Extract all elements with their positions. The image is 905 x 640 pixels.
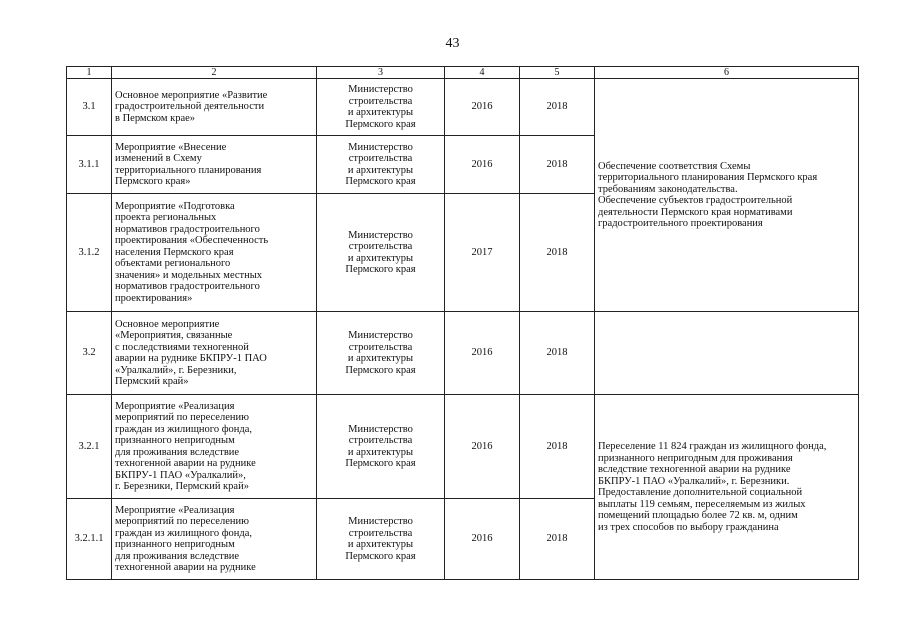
name-line: Основное мероприятие (115, 318, 220, 330)
org-line: строительства (348, 95, 413, 107)
name-line: населения Пермского края (115, 246, 234, 258)
org-line: и архитектуры (347, 252, 414, 264)
item-name (112, 194, 317, 312)
responsible-org (317, 395, 445, 499)
name-line: Основное мероприятие «Развитие (115, 89, 268, 101)
end-year: 2018 (520, 312, 595, 395)
org-line: строительства (348, 527, 413, 539)
item-name (112, 499, 317, 580)
name-line: нормативов градостроительного (115, 281, 260, 293)
name-line: Пермского края» (115, 176, 191, 187)
name-line: проектирования «Обеспеченность (115, 235, 269, 247)
result-line: деятельности Пермского края нормативами (598, 206, 793, 218)
org-line: Министерство (348, 330, 413, 341)
item-number: 3.2.1 (67, 395, 112, 499)
name-line: объектами регионального (115, 258, 231, 270)
name-line: мероприятий по переселению (115, 412, 249, 423)
column-number: 4 (445, 67, 520, 79)
expected-result (595, 79, 859, 312)
name-line: для проживания вследствие (115, 446, 240, 458)
result-line: Обеспечение соответствия Схемы (598, 160, 751, 172)
start-year: 2016 (445, 499, 520, 580)
page-number: 43 (445, 36, 460, 51)
end-year: 2018 (520, 79, 595, 136)
name-line: изменений в Схему (115, 153, 202, 164)
org-line: Министерство (348, 84, 413, 95)
org-line: Пермского края (345, 550, 416, 562)
result-line: помещений площадью более 72 кв. м, одним (598, 510, 798, 521)
responsible-org (317, 499, 445, 580)
start-year: 2016 (445, 395, 520, 499)
name-line: значения» и модельных местных (115, 269, 263, 281)
item-name (112, 79, 317, 136)
org-line: Пермского края (345, 264, 416, 275)
item-name (112, 395, 317, 499)
org-line: Пермского края (345, 458, 416, 469)
result-line: Обеспечение субъектов градостроительной (598, 195, 793, 206)
name-line: проекта региональных (115, 212, 217, 224)
result-line: территориального планирования Пермского края (598, 172, 818, 183)
expected-result-empty (595, 312, 859, 395)
org-line: Министерство (348, 141, 413, 153)
name-line: Пермский край» (115, 376, 189, 387)
result-line: требованиям законодательства. (598, 183, 738, 195)
name-line: граждан из жилищного фонда, (115, 423, 253, 435)
item-number: 3.1.1 (67, 136, 112, 194)
name-line: с последствиями техногенной (115, 341, 249, 353)
responsible-org (317, 79, 445, 136)
name-line: признанного непригодным (115, 539, 235, 550)
name-line: для проживания вследствие (115, 550, 240, 562)
result-line: Переселение 11 824 граждан из жилищного фонда, (598, 441, 827, 452)
org-line: Пермского края (345, 364, 416, 376)
item-number: 3.1.2 (67, 194, 112, 312)
expected-result (595, 395, 859, 580)
column-number: 2 (112, 67, 317, 79)
item-number: 3.2 (67, 312, 112, 395)
org-line: Пермского края (345, 176, 416, 187)
org-line: и архитектуры (347, 164, 414, 176)
column-number: 5 (520, 67, 595, 79)
item-number: 3.2.1.1 (67, 499, 112, 580)
responsible-org (317, 312, 445, 395)
column-number: 3 (317, 67, 445, 79)
org-line: Министерство (348, 423, 413, 435)
result-line: градостроительного проектирования (598, 218, 763, 229)
org-line: Министерство (348, 229, 413, 241)
item-number: 3.1 (67, 79, 112, 136)
name-line: техногенной аварии на руднике (115, 562, 256, 573)
result-line: БКПРУ-1 ПАО «Уралкалий», г. Березники. (598, 475, 790, 487)
result-line: признанного непригодным для проживания (598, 452, 793, 464)
table-row (67, 312, 859, 395)
name-line: техногенной аварии на руднике (115, 458, 256, 469)
org-line: строительства (348, 341, 413, 353)
name-line: градостроительной деятельности (115, 101, 265, 113)
result-line: из трех способов по выбору гражданина (598, 521, 779, 533)
table-row (67, 395, 859, 499)
name-line: Мероприятие «Реализация (115, 504, 235, 516)
name-line: «Мероприятия, связанные (115, 330, 233, 341)
org-line: Министерство (348, 516, 413, 527)
result-line: Предоставление дополнительной социальной (598, 487, 803, 498)
name-line: граждан из жилищного фонда, (115, 527, 253, 539)
name-line: Мероприятие «Подготовка (115, 200, 235, 212)
start-year: 2016 (445, 136, 520, 194)
end-year: 2018 (520, 499, 595, 580)
org-line: и архитектуры (347, 539, 414, 550)
name-line: аварии на руднике БКПРУ-1 ПАО (115, 353, 267, 364)
table-row (67, 79, 859, 136)
org-line: строительства (348, 241, 413, 252)
org-line: строительства (348, 435, 413, 446)
org-line: и архитектуры (347, 107, 414, 118)
name-line: «Уралкалий», г. Березники, (115, 364, 237, 376)
start-year: 2017 (445, 194, 520, 312)
name-line: в Пермском крае» (115, 112, 196, 124)
name-line: территориального планирования (115, 164, 262, 176)
name-line: Мероприятие «Внесение (115, 141, 227, 153)
start-year: 2016 (445, 79, 520, 136)
column-number-row (67, 67, 859, 79)
name-line: БКПРУ-1 ПАО «Уралкалий», (115, 469, 246, 481)
org-line: Пермского края (345, 118, 416, 130)
item-name (112, 312, 317, 395)
org-line: и архитектуры (347, 446, 414, 458)
org-line: и архитектуры (347, 353, 414, 364)
name-line: Мероприятие «Реализация (115, 400, 235, 412)
name-line: проектирования» (115, 292, 193, 304)
column-number: 1 (67, 67, 112, 79)
end-year: 2018 (520, 136, 595, 194)
end-year: 2018 (520, 194, 595, 312)
name-line: признанного непригодным (115, 435, 235, 446)
start-year: 2016 (445, 312, 520, 395)
org-line: строительства (348, 153, 413, 164)
name-line: нормативов градостроительного (115, 223, 260, 235)
item-name (112, 136, 317, 194)
name-line: г. Березники, Пермский край» (115, 481, 249, 492)
responsible-org (317, 136, 445, 194)
result-line: выплаты 119 семьям, переселяемым из жилых (598, 498, 806, 510)
result-line: вследствие техногенной аварии на руднике (598, 464, 791, 475)
name-line: мероприятий по переселению (115, 516, 249, 527)
end-year: 2018 (520, 395, 595, 499)
measures-table (66, 66, 859, 580)
responsible-org (317, 194, 445, 312)
column-number: 6 (595, 67, 859, 79)
